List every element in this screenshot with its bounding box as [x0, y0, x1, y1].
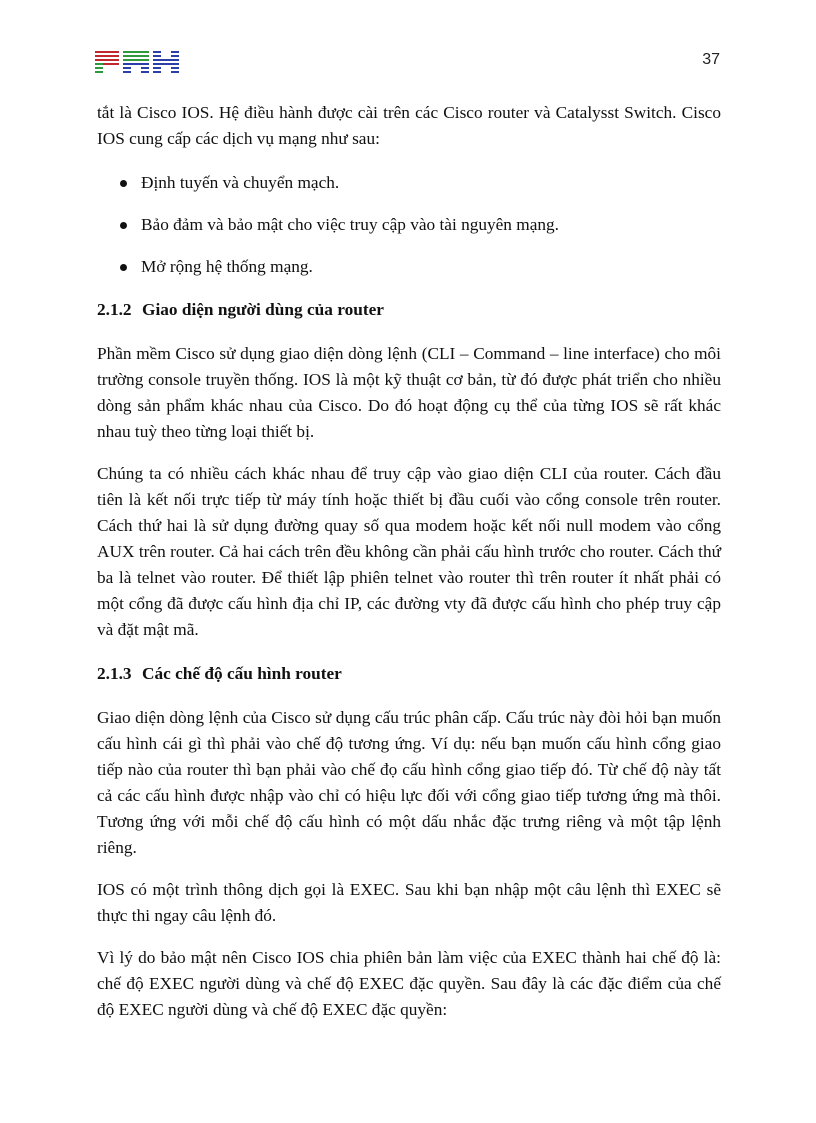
list-item: [97, 212, 721, 238]
pnh-logo: [95, 50, 179, 76]
list-item-text: Định tuyến và chuyển mạch.: [141, 173, 340, 192]
list-item-text: Bảo đảm và bảo mật cho việc truy cập vào tài nguyên mạng.: [141, 215, 559, 234]
intro-paragraph: tắt là Cisco IOS. Hệ điều hành được cài trên các Cisco router và Catalysst Switch. Cisco IOS cung cấp các dịch vụ mạng như sau:: [97, 103, 721, 148]
list-item-text: Mở rộng hệ thống mạng.: [141, 257, 313, 276]
body-paragraph: Giao diện dòng lệnh của Cisco sử dụng cấu trúc phân cấp. Cấu trúc này đòi hỏi bạn muốn cấu hình cái gì thì phải vào chế độ tương ứng. Ví dụ: nếu bạn muốn cấu hình cổng giao tiếp nào của router thì bạn phải vào chế đọ cấu hình cổng giao tiếp đó. Từ chế độ này tất cả các cấu hình được nhập vào chỉ có hiệu lực đối với cổng giao tiếp tương ứng mà thôi. Tương ứng với mỗi chế độ cấu hình có một dấu nhắc đặc trưng riêng và một tập lệnh riêng.: [97, 708, 721, 857]
section-title: Các chế độ cấu hình router: [142, 664, 342, 683]
body-paragraph: Vì lý do bảo mật nên Cisco IOS chia phiên bản làm việc của EXEC thành hai chế độ là: chế độ EXEC người dùng và chế độ EXEC đặc quyền. Sau đây là các đặc điểm của chế độ EXEC người dùng và chế độ EXEC đặc quyền:: [97, 948, 721, 1019]
pnh-logo-graphic: [95, 50, 179, 76]
list-item: [97, 254, 721, 280]
logo-letter-p: [95, 51, 119, 65]
logo-letter-n: [123, 51, 149, 73]
services-bullet-list: [97, 170, 721, 280]
logo-letter-h: [153, 51, 179, 73]
section-number: 2.1.3: [97, 664, 132, 683]
body-paragraph: IOS có một trình thông dịch gọi là EXEC. Sau khi bạn nhập một câu lệnh thì EXEC sẽ thực thi ngay câu lệnh đó.: [97, 880, 721, 925]
section-title: Giao diện người dùng của router: [142, 300, 384, 319]
section-heading-2-1-3: [97, 661, 721, 687]
bullet-icon: [120, 222, 127, 229]
page-number: 37: [702, 51, 720, 68]
section-number: 2.1.2: [97, 300, 132, 319]
list-item: [97, 170, 721, 196]
bullet-icon: [120, 180, 127, 187]
body-paragraph: Chúng ta có nhiều cách khác nhau để truy cập vào giao diện CLI của router. Cách đầu tiên là kết nối trực tiếp từ máy tính hoặc thiết bị đầu cuối vào cổng console trên router. Cách thứ hai là sử dụng đường quay số qua modem hoặc kết nối null modem vào cổng AUX trên router. Cả hai cách trên đều không cần phải cấu hình trước cho router. Cách thứ ba là telnet vào router. Để thiết lập phiên telnet vào router thì trên router ít nhất phải có một cổng đã được cấu hình địa chỉ IP, các đường vty đã được cấu hình cho phép truy cập và đặt mật mã.: [97, 464, 721, 639]
page-content: [97, 100, 721, 1023]
bullet-icon: [120, 264, 127, 271]
section-heading-2-1-2: [97, 297, 721, 323]
body-paragraph: Phần mềm Cisco sử dụng giao diện dòng lệnh (CLI – Command – line interface) cho môi trường console truyền thống. IOS là một kỹ thuật cơ bản, từ đó được phát triển cho nhiều dòng sản phẩm khác nhau của Cisco. Do đó hoạt động cụ thể của từng IOS sẽ rất khác nhau tuỳ theo từng loại thiết bị.: [97, 344, 721, 441]
